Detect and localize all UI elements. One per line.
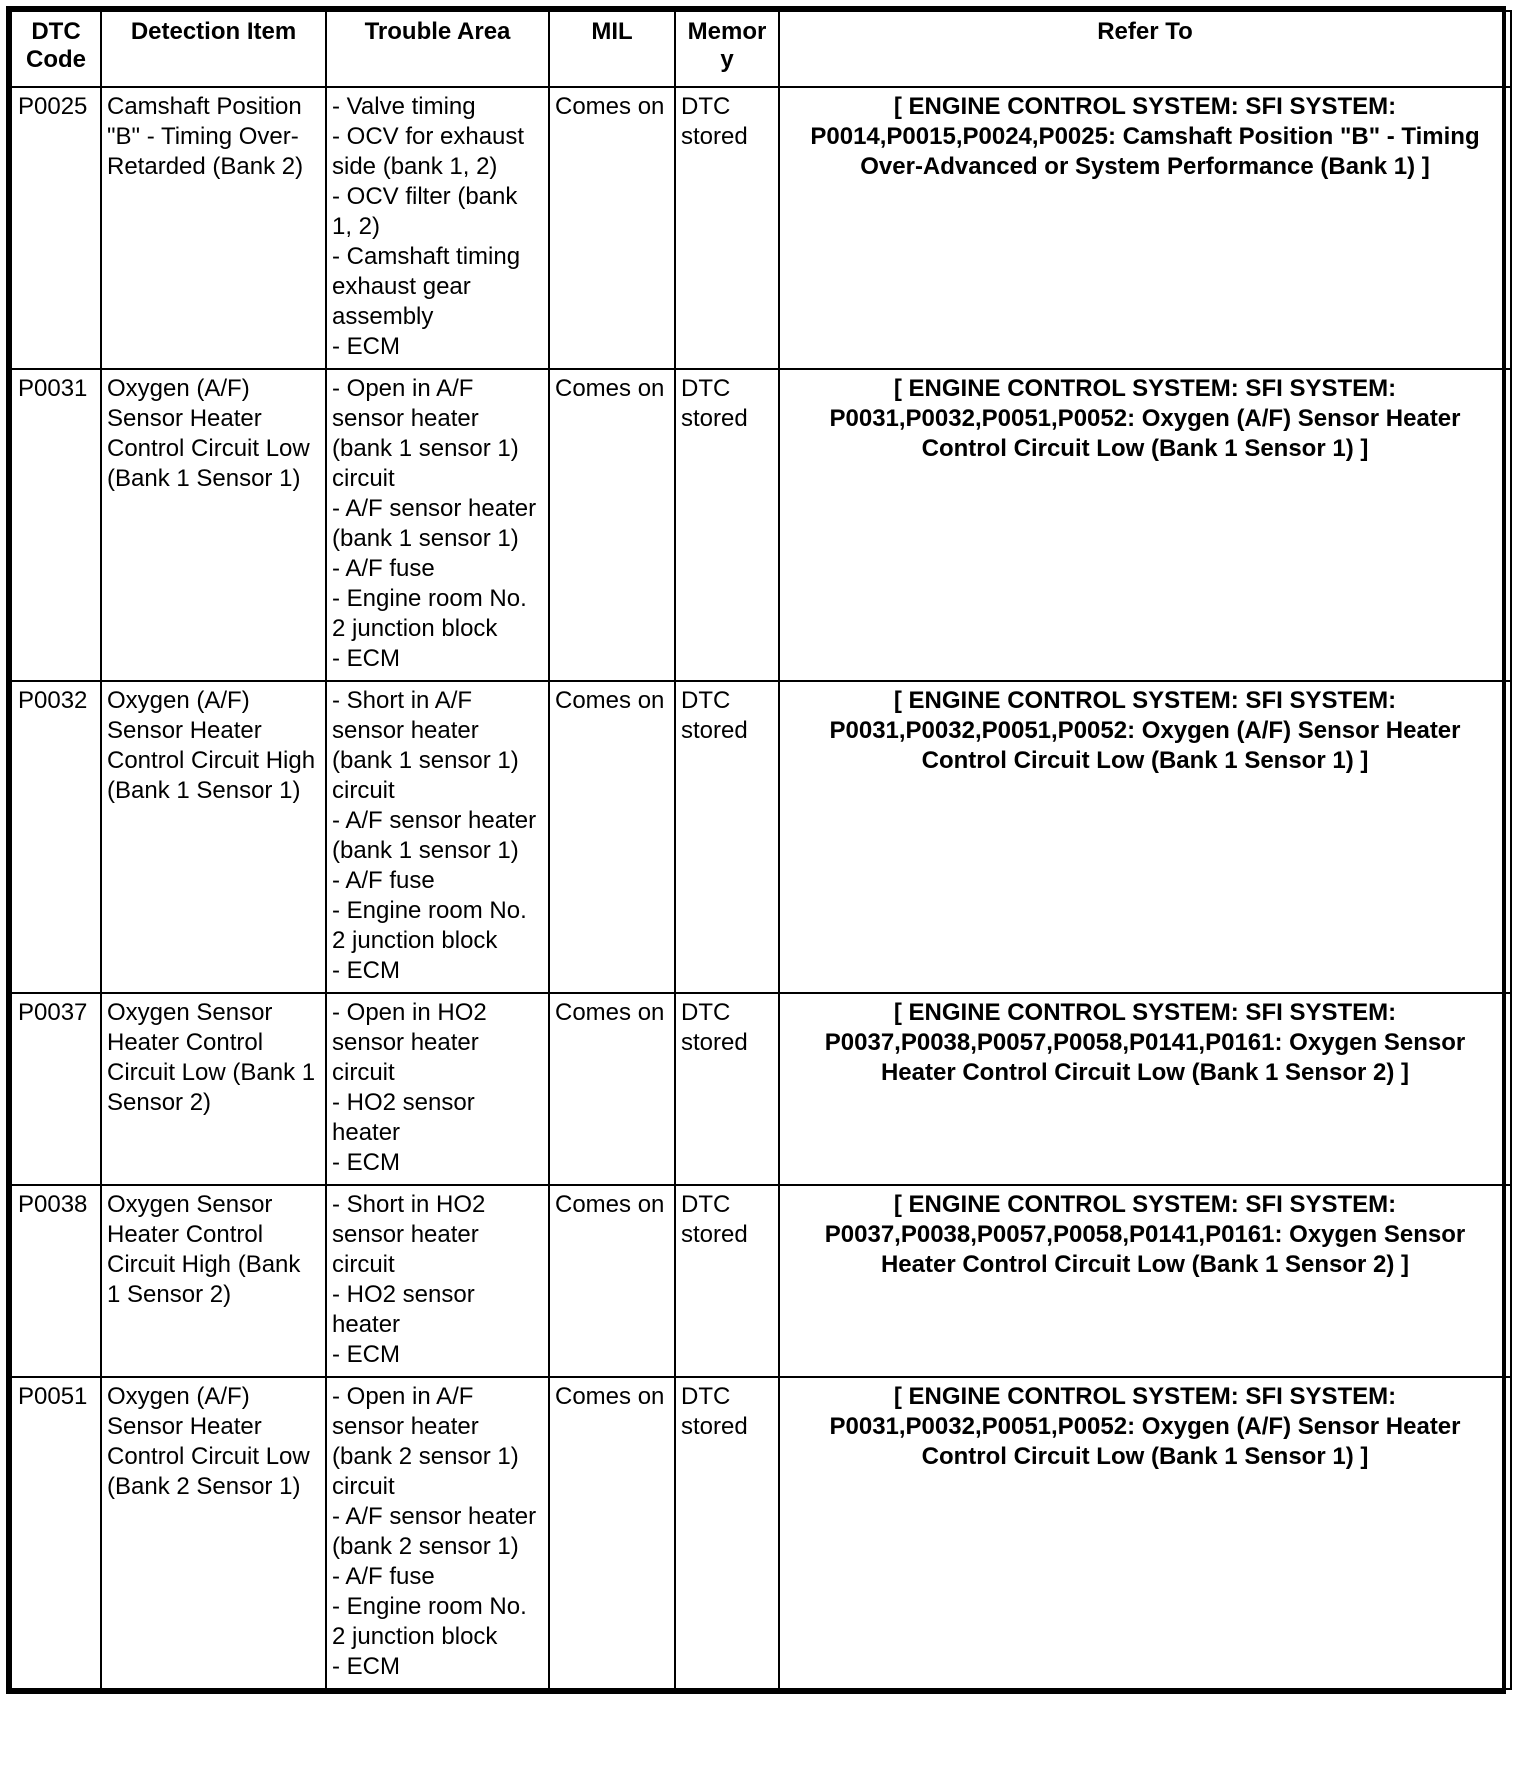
dtc-code-cell: P0025 — [11, 87, 101, 369]
refer-to-link[interactable]: [ ENGINE CONTROL SYSTEM: SFI SYSTEM: P0031,P0032,P0051,P0052: Oxygen (A/F) Sensor Heater Control Circuit Low (Bank 1 Sensor 1) ] — [779, 369, 1511, 681]
dtc-table — [10, 10, 1512, 1690]
mil-cell: Comes on — [549, 1185, 675, 1377]
trouble-area-line: - A/F fuse — [332, 555, 435, 582]
trouble-area-line: - Short in A/F sensor heater (bank 1 sensor 1) circuit — [332, 687, 519, 804]
trouble-area-line: - A/F fuse — [332, 867, 435, 894]
mil-cell: Comes on — [549, 681, 675, 993]
trouble-area-line: - ECM — [332, 1149, 400, 1176]
dtc-document — [6, 6, 1506, 1774]
dtc-code-cell: P0037 — [11, 993, 101, 1185]
detection-item-cell: Oxygen (A/F) Sensor Heater Control Circuit Low (Bank 1 Sensor 1) — [101, 369, 326, 681]
trouble-area-line: - OCV filter (bank 1, 2) — [332, 183, 518, 240]
refer-to-link[interactable]: [ ENGINE CONTROL SYSTEM: SFI SYSTEM: P0037,P0038,P0057,P0058,P0141,P0161: Oxygen Sensor Heater Control Circuit Low (Bank 1 Sensor 2) ] — [779, 993, 1511, 1185]
header-row — [11, 11, 1511, 87]
mil-cell: Comes on — [549, 1377, 675, 1689]
trouble-area-line: - A/F sensor heater (bank 2 sensor 1) — [332, 1503, 537, 1560]
trouble-area-line: - A/F fuse — [332, 1563, 435, 1590]
trouble-area-cell — [326, 1185, 549, 1377]
trouble-area-line: - Open in A/F sensor heater (bank 2 sensor 1) circuit — [332, 1383, 519, 1500]
header-dtc-code: DTC Code — [11, 11, 101, 87]
detection-item-cell: Oxygen (A/F) Sensor Heater Control Circuit Low (Bank 2 Sensor 1) — [101, 1377, 326, 1689]
header-detection-item: Detection Item — [101, 11, 326, 87]
dtc-table-frame — [6, 6, 1506, 1694]
trouble-area-line: - A/F sensor heater (bank 1 sensor 1) — [332, 495, 537, 552]
detection-item-cell: Oxygen Sensor Heater Control Circuit Low (Bank 1 Sensor 2) — [101, 993, 326, 1185]
trouble-area-line: - A/F sensor heater (bank 1 sensor 1) — [332, 807, 537, 864]
trouble-area-line: - Engine room No. 2 junction block — [332, 897, 527, 954]
table-row — [11, 681, 1511, 993]
dtc-code-cell: P0031 — [11, 369, 101, 681]
dtc-code-cell: P0051 — [11, 1377, 101, 1689]
trouble-area-line: - Open in A/F sensor heater (bank 1 sensor 1) circuit — [332, 375, 519, 492]
trouble-area-line: - Camshaft timing exhaust gear assembly — [332, 243, 521, 330]
trouble-area-line: - ECM — [332, 333, 400, 360]
refer-to-link[interactable]: [ ENGINE CONTROL SYSTEM: SFI SYSTEM: P0037,P0038,P0057,P0058,P0141,P0161: Oxygen Sensor Heater Control Circuit Low (Bank 1 Sensor 2) ] — [779, 1185, 1511, 1377]
trouble-area-line: - Short in HO2 sensor heater circuit — [332, 1191, 486, 1278]
header-memory: Memory — [675, 11, 779, 87]
mil-cell: Comes on — [549, 993, 675, 1185]
memory-cell: DTC stored — [675, 1185, 779, 1377]
dtc-code-cell: P0032 — [11, 681, 101, 993]
trouble-area-line: - HO2 sensor heater — [332, 1281, 475, 1338]
table-row — [11, 993, 1511, 1185]
trouble-area-cell — [326, 87, 549, 369]
trouble-area-cell — [326, 993, 549, 1185]
memory-cell: DTC stored — [675, 369, 779, 681]
trouble-area-line: - ECM — [332, 645, 400, 672]
trouble-area-line: - Valve timing — [332, 93, 476, 120]
refer-to-link[interactable]: [ ENGINE CONTROL SYSTEM: SFI SYSTEM: P0014,P0015,P0024,P0025: Camshaft Position "B" - Timing Over-Advanced or System Performance (Bank 1) ] — [779, 87, 1511, 369]
trouble-area-cell — [326, 1377, 549, 1689]
trouble-area-line: - Open in HO2 sensor heater circuit — [332, 999, 487, 1086]
mil-cell: Comes on — [549, 87, 675, 369]
mil-cell: Comes on — [549, 369, 675, 681]
detection-item-cell: Oxygen (A/F) Sensor Heater Control Circuit High (Bank 1 Sensor 1) — [101, 681, 326, 993]
trouble-area-line: - HO2 sensor heater — [332, 1089, 475, 1146]
dtc-code-cell: P0038 — [11, 1185, 101, 1377]
trouble-area-line: - Engine room No. 2 junction block — [332, 1593, 527, 1650]
detection-item-cell: Oxygen Sensor Heater Control Circuit High (Bank 1 Sensor 2) — [101, 1185, 326, 1377]
trouble-area-cell — [326, 369, 549, 681]
table-row — [11, 1377, 1511, 1689]
table-row — [11, 369, 1511, 681]
detection-item-cell: Camshaft Position "B" - Timing Over-Retarded (Bank 2) — [101, 87, 326, 369]
refer-to-link[interactable]: [ ENGINE CONTROL SYSTEM: SFI SYSTEM: P0031,P0032,P0051,P0052: Oxygen (A/F) Sensor Heater Control Circuit Low (Bank 1 Sensor 1) ] — [779, 681, 1511, 993]
table-row — [11, 1185, 1511, 1377]
trouble-area-line: - ECM — [332, 1341, 400, 1368]
trouble-area-line: - Engine room No. 2 junction block — [332, 585, 527, 642]
refer-to-link[interactable]: [ ENGINE CONTROL SYSTEM: SFI SYSTEM: P0031,P0032,P0051,P0052: Oxygen (A/F) Sensor Heater Control Circuit Low (Bank 1 Sensor 1) ] — [779, 1377, 1511, 1689]
memory-cell: DTC stored — [675, 87, 779, 369]
memory-cell: DTC stored — [675, 681, 779, 993]
trouble-area-line: - ECM — [332, 957, 400, 984]
header-trouble-area: Trouble Area — [326, 11, 549, 87]
trouble-area-cell — [326, 681, 549, 993]
memory-cell: DTC stored — [675, 993, 779, 1185]
table-row — [11, 87, 1511, 369]
header-mil: MIL — [549, 11, 675, 87]
memory-cell: DTC stored — [675, 1377, 779, 1689]
header-refer-to: Refer To — [779, 11, 1511, 87]
trouble-area-line: - ECM — [332, 1653, 400, 1680]
trouble-area-line: - OCV for exhaust side (bank 1, 2) — [332, 123, 525, 180]
